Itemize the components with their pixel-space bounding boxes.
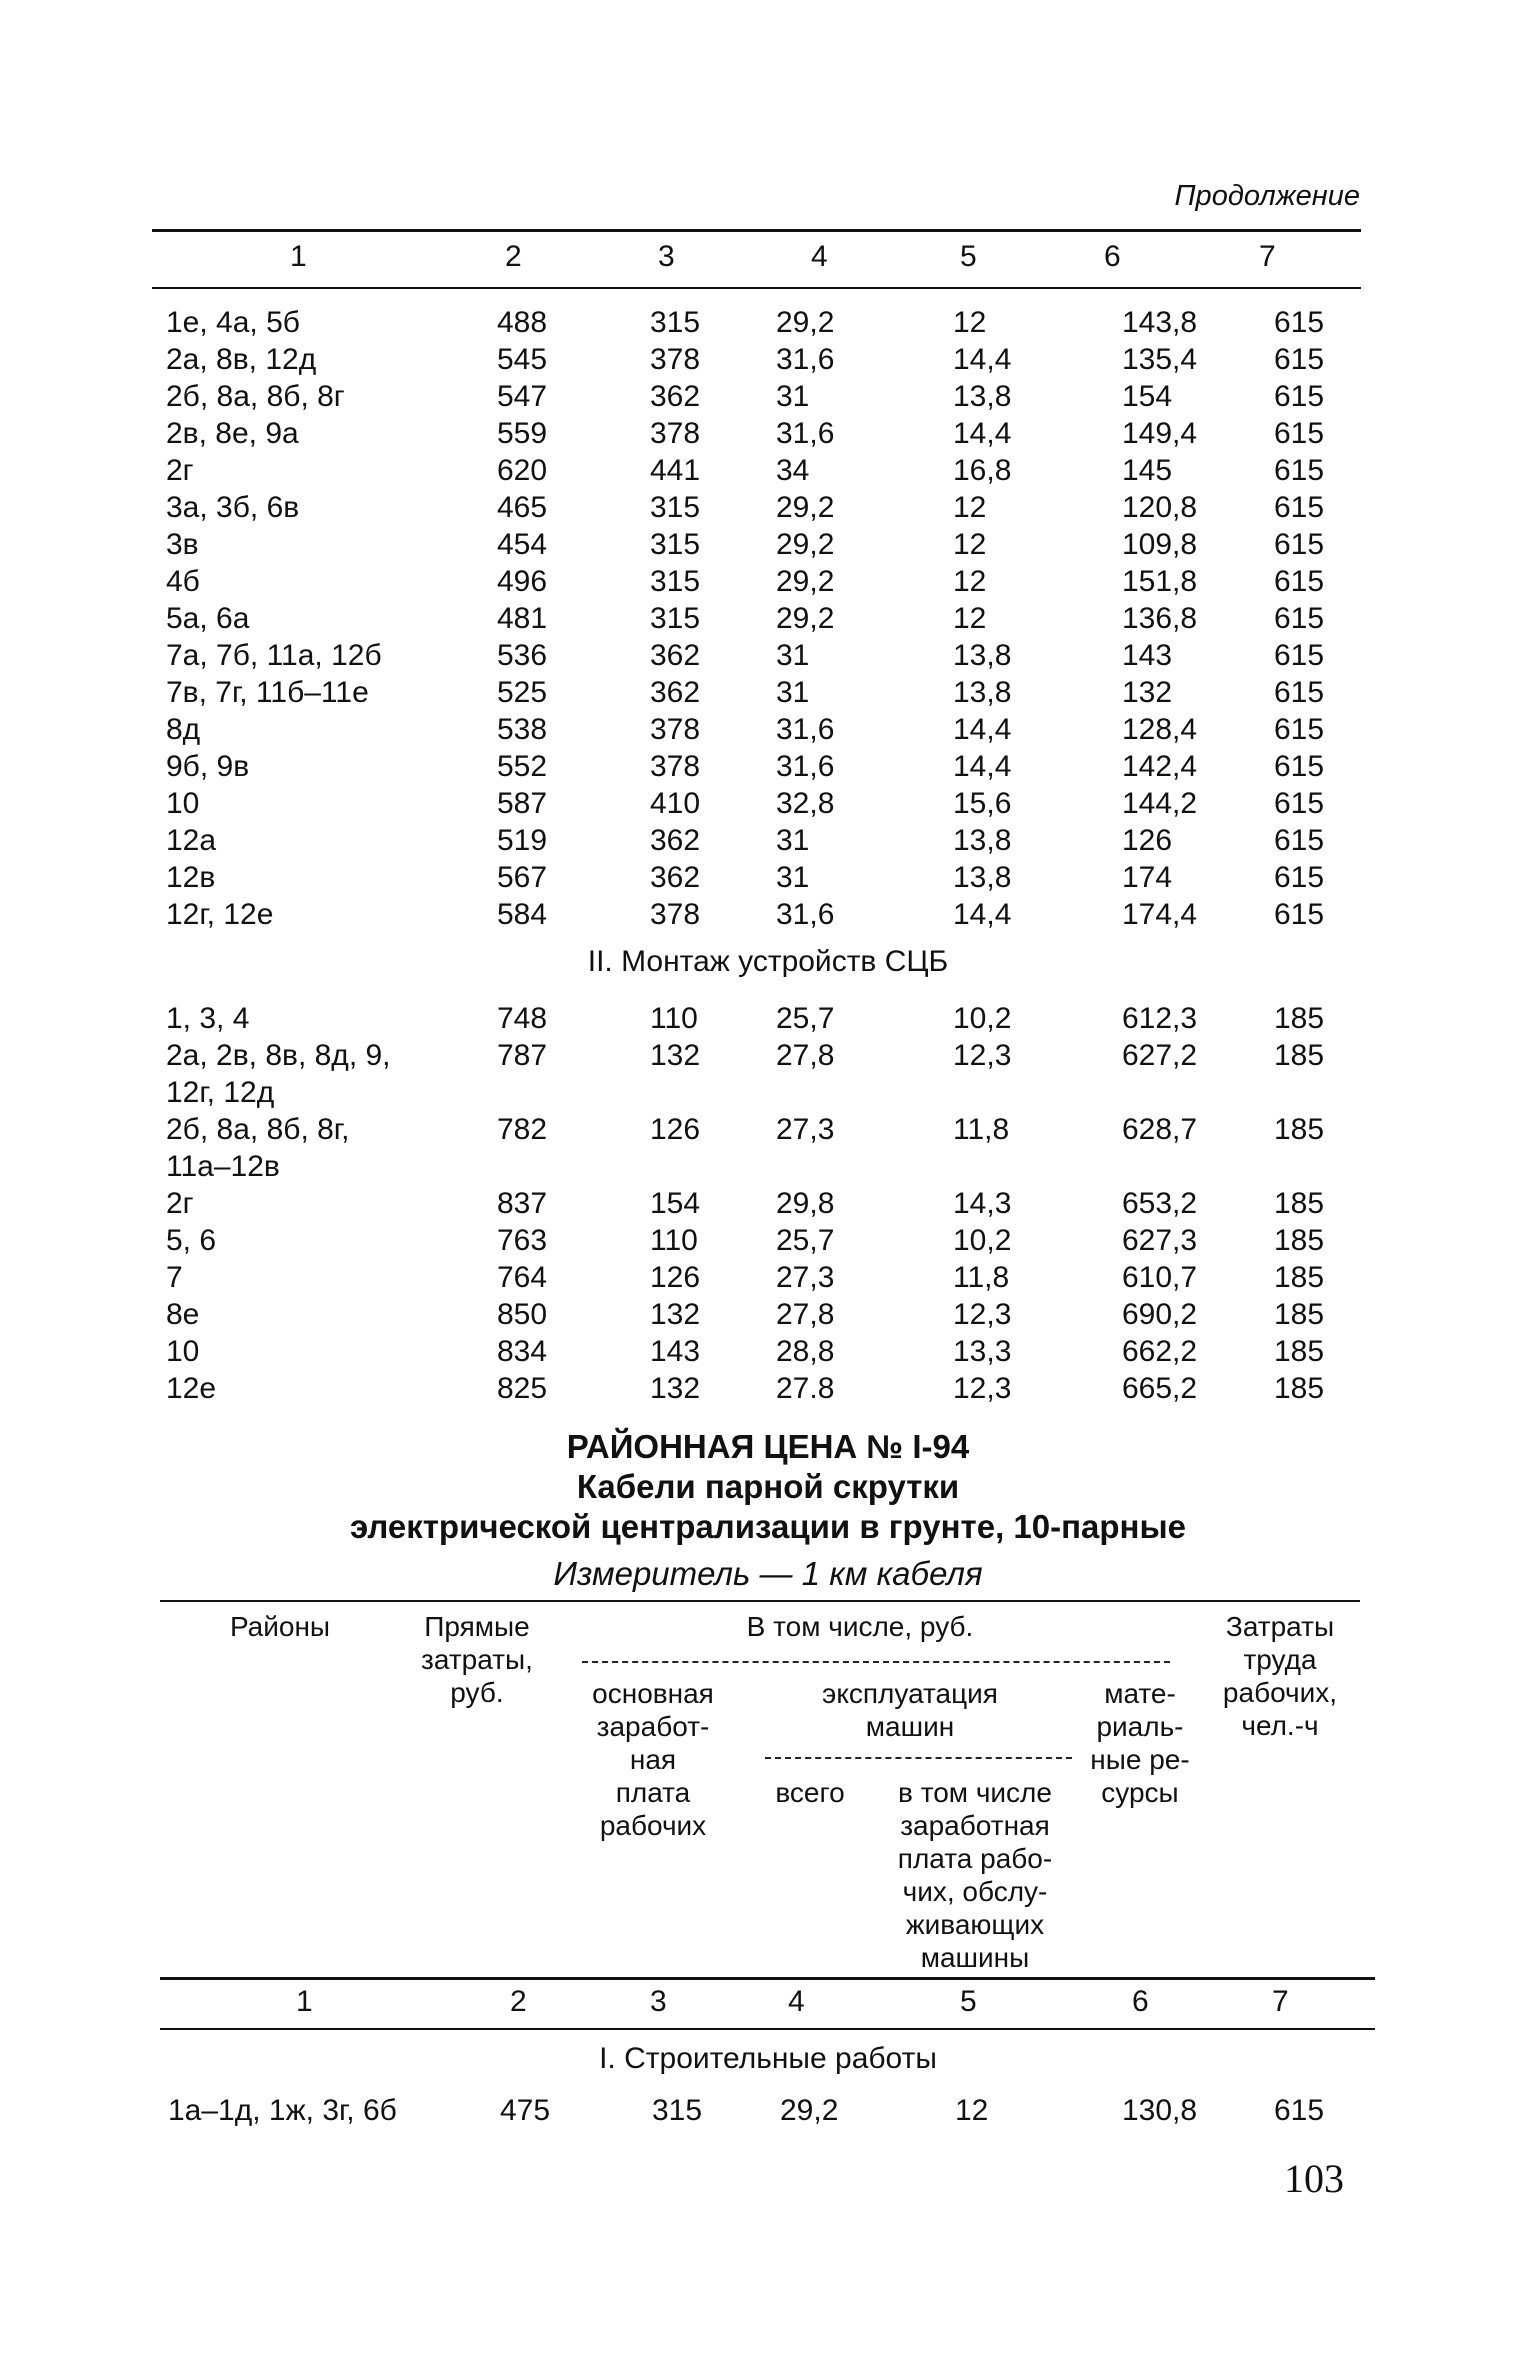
table-row: 12а 519 362 31 13,8 126 615	[166, 824, 1325, 857]
table-row: 2б, 8а, 8б, 8г 547 362 31 13,8 154 615	[166, 380, 1325, 413]
header-labor-costs: Затраты труда рабочих, чел.-ч	[1222, 1611, 1338, 1741]
table-row: 3в 454 315 29,2 12 109,8 615	[166, 528, 1325, 561]
product-subtitle: электрической централизации в грунте, 10-парные	[349, 1508, 1187, 1545]
col-number-2: 2	[505, 240, 522, 273]
table-row: 12г, 12е 584 378 31,6 14,4 174,4 615	[166, 898, 1325, 931]
table-row: 7в, 7г, 11б–11е 525 362 31 13,8 132 615	[166, 676, 1325, 709]
header-divider-including	[582, 1661, 1170, 1663]
header-basic-wage: основная заработ- ная плата рабочих	[592, 1678, 714, 1841]
table-row: 7а, 7б, 11а, 12б 536 362 31 13,8 143 615	[166, 639, 1325, 672]
header-including: В том числе, руб.	[746, 1611, 974, 1642]
col-number-7: 7	[1272, 1985, 1289, 2018]
col-number-3: 3	[650, 1985, 667, 2018]
header-machine-operation: эксплуатация машин	[822, 1678, 998, 1742]
continuation-label: Продолжение	[1174, 180, 1360, 212]
table-row: 2а, 2в, 8в, 8д, 9, 787 132 27,8 12,3 627,2 185	[166, 1039, 1325, 1072]
table-row: 10 587 410 32,8 15,6 144,2 615	[166, 787, 1325, 820]
top-table-rule-top	[152, 229, 1361, 232]
measure-unit: Измеритель — 1 км кабеля	[553, 1555, 983, 1592]
section-title-ii: II. Монтаж устройств СЦБ	[587, 945, 949, 978]
header-materials: мате- риаль- ные ре- сурсы	[1090, 1678, 1190, 1808]
table-row: 4б 496 315 29,2 12 151,8 615	[166, 565, 1325, 598]
top-table-rule-header	[152, 287, 1361, 289]
col-number-7: 7	[1259, 240, 1276, 273]
section-title-i: I. Строительные работы	[599, 2042, 937, 2075]
col-number-1: 1	[290, 240, 307, 273]
col-number-4: 4	[788, 1985, 805, 2018]
page-number: 103	[1284, 2156, 1344, 2201]
header-regions: Районы	[229, 1611, 331, 1642]
table-row: 1е, 4а, 5б 488 315 29,2 12 143,8 615	[166, 306, 1325, 339]
col-number-5: 5	[960, 1985, 977, 2018]
table-row: 3а, 3б, 6в 465 315 29,2 12 120,8 615	[166, 491, 1325, 524]
table-row: 9б, 9в 552 378 31,6 14,4 142,4 615	[166, 750, 1325, 783]
table-row: 1, 3, 4 748 110 25,7 10,2 612,3 185	[166, 1002, 1325, 1035]
col-number-1: 1	[296, 1985, 313, 2018]
table-row: 5, 6 763 110 25,7 10,2 627,3 185	[166, 1224, 1325, 1257]
table-row: 12е 825 132 27.8 12,3 665,2 185	[166, 1372, 1325, 1405]
col-number-6: 6	[1104, 240, 1121, 273]
col-number-5: 5	[960, 240, 977, 273]
table-row: 7 764 126 27,3 11,8 610,7 185	[166, 1261, 1325, 1294]
table-row: 2г 620 441 34 16,8 145 615	[166, 454, 1325, 487]
second-table-rule-numbers	[160, 2028, 1375, 2030]
col-number-2: 2	[510, 1985, 527, 2018]
header-direct-costs: Прямые затраты, руб.	[421, 1611, 533, 1708]
table-row: 2в, 8е, 9а 559 378 31,6 14,4 149,4 615	[166, 417, 1325, 450]
table-row: 8д 538 378 31,6 14,4 128,4 615	[166, 713, 1325, 746]
col-number-3: 3	[658, 240, 675, 273]
col-number-4: 4	[811, 240, 828, 273]
second-table-rule-top	[160, 1600, 1360, 1602]
table-row: 2б, 8а, 8б, 8г, 782 126 27,3 11,8 628,7 185	[166, 1113, 1325, 1146]
table-row: 1а–1д, 1ж, 3г, 6б 475 315 29,2 12 130,8 615	[168, 2094, 1325, 2127]
table-row: 12в 567 362 31 13,8 174 615	[166, 861, 1325, 894]
table-row: 5а, 6а 481 315 29,2 12 136,8 615	[166, 602, 1325, 635]
product-title: Кабели парной скрутки	[576, 1468, 960, 1505]
price-title: РАЙОННАЯ ЦЕНА № I-94	[566, 1428, 970, 1465]
header-divider-machines	[765, 1757, 1072, 1759]
table-row: 10 834 143 28,8 13,3 662,2 185	[166, 1335, 1325, 1368]
table-row: 8е 850 132 27,8 12,3 690,2 185	[166, 1298, 1325, 1331]
table-row-continuation: 11а–12в	[166, 1150, 280, 1183]
second-table-rule-header	[160, 1977, 1375, 1980]
col-number-6: 6	[1132, 1985, 1149, 2018]
header-total: всего	[775, 1777, 845, 1808]
header-incl-wages: в том числе заработная плата рабо- чих, обслу- живающих машины	[897, 1777, 1053, 1973]
table-row: 2а, 8в, 12д 545 378 31,6 14,4 135,4 615	[166, 343, 1325, 376]
table-row: 2г 837 154 29,8 14,3 653,2 185	[166, 1187, 1325, 1220]
table-row-continuation: 12г, 12д	[166, 1076, 275, 1109]
